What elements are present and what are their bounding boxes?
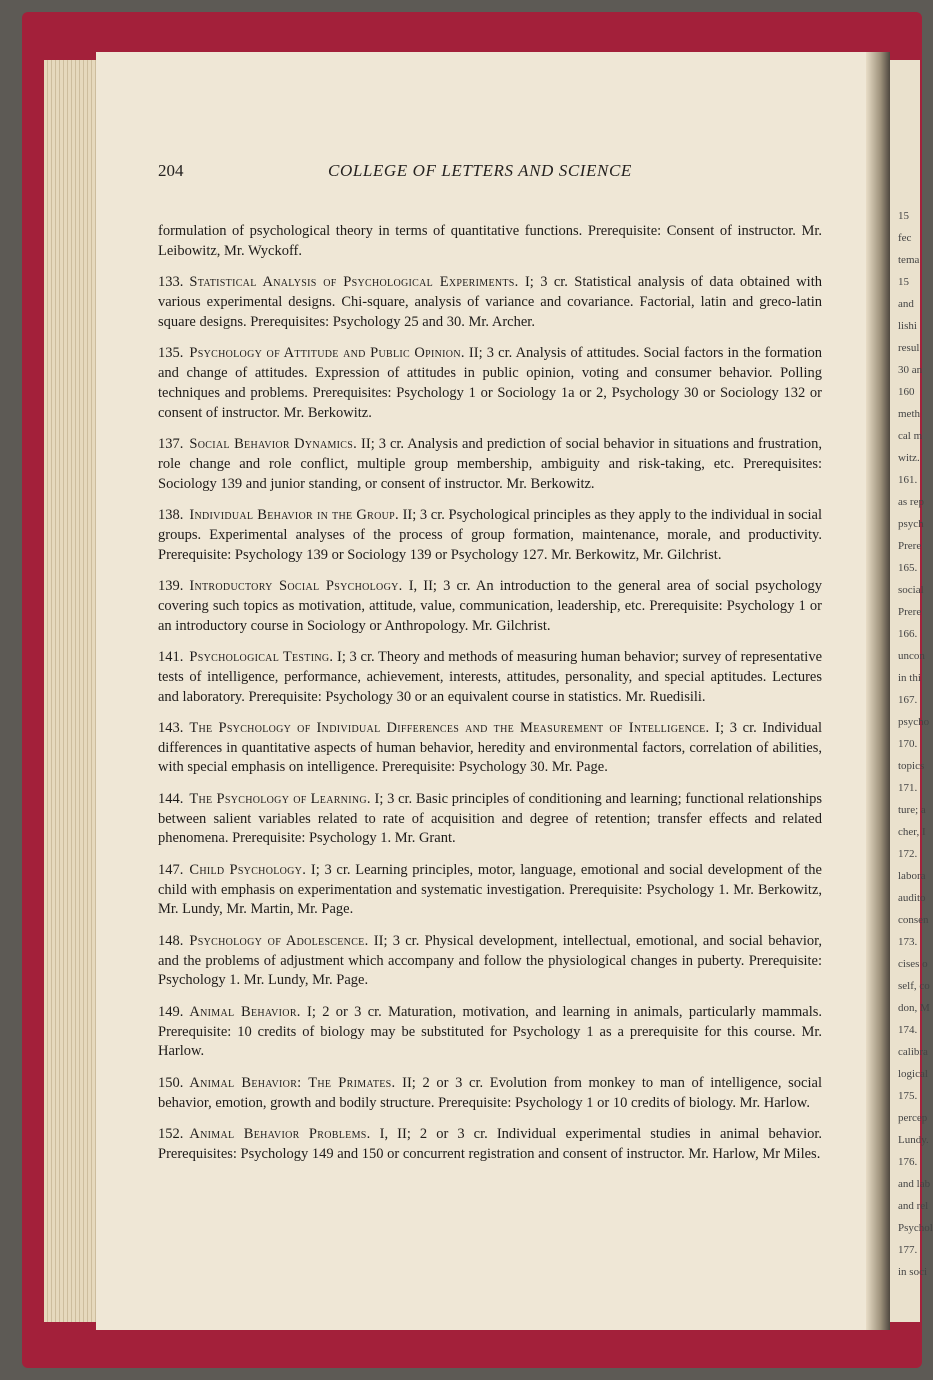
facing-page-fragment: don, M bbox=[898, 1002, 930, 1014]
facing-page-fragment: audito bbox=[898, 892, 926, 904]
facing-page-fragment: 167. bbox=[898, 694, 918, 706]
course-number: 144. bbox=[158, 790, 184, 807]
facing-page-fragment: social bbox=[898, 584, 924, 596]
facing-page-fragment: self, co bbox=[898, 980, 930, 992]
course-entry bbox=[158, 719, 822, 778]
facing-page-fragment: 15 bbox=[898, 210, 909, 222]
facing-page-fragment: 161. bbox=[898, 474, 918, 486]
course-number: 138. bbox=[158, 506, 184, 523]
facing-page-fragment: cher, I bbox=[898, 826, 926, 838]
continued-paragraph: formulation of psychological theory in terms of quantitative functions. Prerequisite: Consent of instructor. Mr. Leibowitz, Mr. Wyckoff. bbox=[158, 223, 822, 259]
facing-page-fragment: Lundy. bbox=[898, 1134, 929, 1146]
facing-page-edge bbox=[890, 60, 933, 1322]
course-description: II; 3 cr. Physical development, intellectual, emotional, and social behavior, and the problems of adjustment which accompany and follow the physiological changes in puberty. Prerequisite: Psychology 1. Mr. Lundy, Mr. Page. bbox=[158, 932, 822, 989]
facing-page-fragment: meth bbox=[898, 408, 920, 420]
course-number: 152. bbox=[158, 1126, 184, 1142]
course-description: I; 3 cr. Basic principles of conditioning and learning; functional relationships between salient variables related to rate of acquisition and degree of retention; transfer effects and related phenomena. Prerequisite: Psychology 1. Mr. Grant. bbox=[158, 790, 823, 847]
facing-page-fragment: cises o bbox=[898, 958, 928, 970]
facing-page-fragment: fec bbox=[898, 232, 912, 244]
facing-page-fragment: resul bbox=[898, 342, 920, 354]
course-number: 135. bbox=[158, 345, 184, 362]
course-title: Animal Behavior Problems. bbox=[189, 1126, 371, 1142]
course-title: Individual Behavior in the Group. bbox=[189, 506, 399, 523]
facing-page-fragment: and lab bbox=[898, 1178, 931, 1190]
facing-page-fragment: and rel bbox=[898, 1200, 929, 1212]
course-title: The Psychology of Individual Differences and the Measurement of Intelligence. bbox=[189, 719, 710, 736]
course-number: 149. bbox=[158, 1003, 184, 1020]
facing-page-fragment: and bbox=[898, 298, 914, 310]
course-title: Psychology of Attitude and Public Opinion. bbox=[189, 345, 465, 362]
course-entry bbox=[158, 790, 822, 849]
facing-page-fragment: lishi bbox=[898, 320, 917, 332]
facing-page-fragment: 166. bbox=[898, 628, 918, 640]
facing-page-fragment: uncon bbox=[898, 650, 925, 662]
facing-page-fragment: Psychol bbox=[898, 1222, 933, 1234]
facing-page-fragment: 174. bbox=[898, 1024, 918, 1036]
facing-page-fragment: 15 bbox=[898, 276, 909, 288]
course-description: I; 3 cr. Individual differences in quantitative aspects of human behavior, heredity and environmental factors, correlation of abilities, with special emphasis on intelligence. Prerequisite: Psychology 30. Mr. Page. bbox=[158, 719, 823, 776]
facing-page-fragment: 165. bbox=[898, 562, 918, 574]
course-entry bbox=[158, 344, 822, 423]
course-number: 137. bbox=[158, 435, 184, 452]
course-number: 139. bbox=[158, 577, 184, 594]
facing-page-fragment: 175. bbox=[898, 1090, 918, 1102]
running-title: COLLEGE OF LETTERS AND SCIENCE bbox=[328, 161, 632, 180]
facing-page-fragment: logical bbox=[898, 1068, 928, 1080]
course-number: 143. bbox=[158, 719, 184, 736]
page-number: 204 bbox=[158, 161, 184, 180]
course-entry bbox=[158, 435, 822, 494]
course-title: Animal Behavior: The Primates. bbox=[189, 1074, 396, 1091]
course-title: Animal Behavior. bbox=[189, 1003, 301, 1020]
course-description: II; 3 cr. Analysis and prediction of social behavior in situations and frustration, role change and role conflict, multiple group membership, ambiguity and risk-taking, etc. Prerequisites: Sociology 139 and junior standing, or consent of instructor. Mr. Berkowitz. bbox=[158, 435, 822, 492]
facing-page-fragment: psycho bbox=[898, 716, 930, 728]
course-description: I; 3 cr. Theory and methods of measuring human behavior; survey of representative tests of intelligence, performance, achievement, interests, attitudes, personality, and special aptitudes. Lectures and laboratory. Prerequisite: Psychology 30 or an equivalent course in statistics. Mr. Ruedisili. bbox=[158, 648, 822, 705]
facing-page-fragment: in thi bbox=[898, 672, 921, 684]
page-header bbox=[158, 158, 838, 188]
course-title: Psychological Testing. bbox=[189, 648, 334, 665]
facing-page-fragment: 177. bbox=[898, 1244, 918, 1256]
course-description: II; 3 cr. Analysis of attitudes. Social factors in the formation and change of attitudes. Expression of attitudes in public opinion, voting and consumer behavior. Polling techniques and problems. Prerequisites: Psychology 1 or Sociology 1a or 2, Psychology 30 or Sociology 132 or consent of instructor. Mr. Berkowitz. bbox=[158, 345, 822, 421]
book-gutter bbox=[866, 52, 890, 1330]
facing-page-fragment: Prere bbox=[898, 606, 922, 618]
facing-page-fragment: in soci bbox=[898, 1266, 928, 1278]
course-number: 133. bbox=[158, 274, 184, 291]
course-entry bbox=[158, 1003, 822, 1062]
course-title: Psychology of Adolescence. bbox=[189, 932, 369, 949]
facing-page-fragment: ture; a bbox=[898, 804, 926, 816]
course-entry bbox=[158, 506, 822, 565]
course-description: I, II; 3 cr. An introduction to the general area of social psychology covering such topics as motivation, attitude, value, communication, leadership, etc. Prerequisite: Psychology 1 or an introductory course in Sociology or Anthropology. Mr. Gilchrist. bbox=[158, 577, 822, 634]
page-body bbox=[158, 222, 822, 1176]
facing-page-fragment: 176. bbox=[898, 1156, 918, 1168]
facing-page-fragment: 170. bbox=[898, 738, 918, 750]
course-title: Statistical Analysis of Psychological Experiments. bbox=[189, 274, 519, 291]
course-number: 147. bbox=[158, 861, 184, 878]
course-entry bbox=[158, 1074, 822, 1114]
facing-page-fragment: 171. bbox=[898, 782, 918, 794]
course-description: I; 3 cr. Statistical analysis of data obtained with various experimental designs. Chi-square, analysis of variance and covariance. Factorial, latin and greco-latin square designs. Prerequisites: Psychology 25 and 30. Mr. Archer. bbox=[158, 274, 822, 330]
course-entry bbox=[158, 932, 822, 991]
facing-page-fragment: 173. bbox=[898, 936, 918, 948]
course-entry bbox=[158, 577, 822, 636]
course-entry bbox=[158, 861, 822, 920]
facing-page-fragment: calibra bbox=[898, 1046, 928, 1058]
course-number: 148. bbox=[158, 932, 184, 949]
facing-page-fragment: 172. bbox=[898, 848, 918, 860]
facing-page-fragment: percep bbox=[898, 1112, 928, 1124]
facing-page-fragment: topics bbox=[898, 760, 925, 772]
facing-page-fragment: psych bbox=[898, 518, 924, 530]
course-description: II; 2 or 3 cr. Evolution from monkey to man of intelligence, social behavior, emotion, growth and bodily structure. Prerequisite: Psychology 1 or 10 credits of biology. Mr. Harlow. bbox=[158, 1074, 822, 1111]
course-title: Introductory Social Psychology. bbox=[189, 577, 403, 594]
course-description: I; 3 cr. Learning principles, motor, language, emotional and social development of the child with emphasis on experimentation and systematic investigation. Prerequisite: Psychology 1. Mr. Berkowitz, Mr. Lundy, Mr. Martin, Mr. Page. bbox=[158, 861, 822, 918]
course-description: II; 3 cr. Psychological principles as they apply to the individual in social groups. Experimental analyses of the process of group formation, maintenance, morale, and productivity. Prerequisite: Psychology 139 or Sociology 139 or Psychology 127. Mr. Berkowitz, Mr. Gilchrist. bbox=[158, 506, 823, 563]
facing-page-fragment: 160 bbox=[898, 386, 915, 398]
facing-page-fragment: as rep bbox=[898, 496, 924, 508]
facing-page-fragment: tema bbox=[898, 254, 920, 266]
course-number: 141. bbox=[158, 648, 184, 665]
course-description: I; 2 or 3 cr. Maturation, motivation, and learning in animals, particularly mammals. Prerequisite: 10 credits of biology may be substituted for Psychology 1 as a prerequisite for this course. Mr. Harlow. bbox=[158, 1003, 823, 1060]
facing-page-fragment: cal m bbox=[898, 430, 923, 442]
course-entry bbox=[158, 648, 822, 707]
facing-page-fragment: Prere bbox=[898, 540, 922, 552]
course-description: I, II; 2 or 3 cr. Individual experimental studies in animal behavior. Prerequisites: Psychology 149 and 150 or concurrent registration and consent of instructor. Mr. Harlow, Mr Miles. bbox=[158, 1126, 823, 1162]
course-entry bbox=[158, 1125, 822, 1165]
facing-page-fragment: 30 an bbox=[898, 364, 923, 376]
course-title: Social Behavior Dynamics. bbox=[189, 435, 358, 452]
course-title: The Psychology of Learning. bbox=[189, 790, 371, 807]
facing-page-fragment: consen bbox=[898, 914, 929, 926]
facing-page-fragment: witz. bbox=[898, 452, 920, 464]
facing-page-fragment: labora bbox=[898, 870, 926, 882]
course-title: Child Psychology. bbox=[189, 861, 307, 878]
course-number: 150. bbox=[158, 1074, 184, 1091]
course-entry bbox=[158, 273, 822, 332]
